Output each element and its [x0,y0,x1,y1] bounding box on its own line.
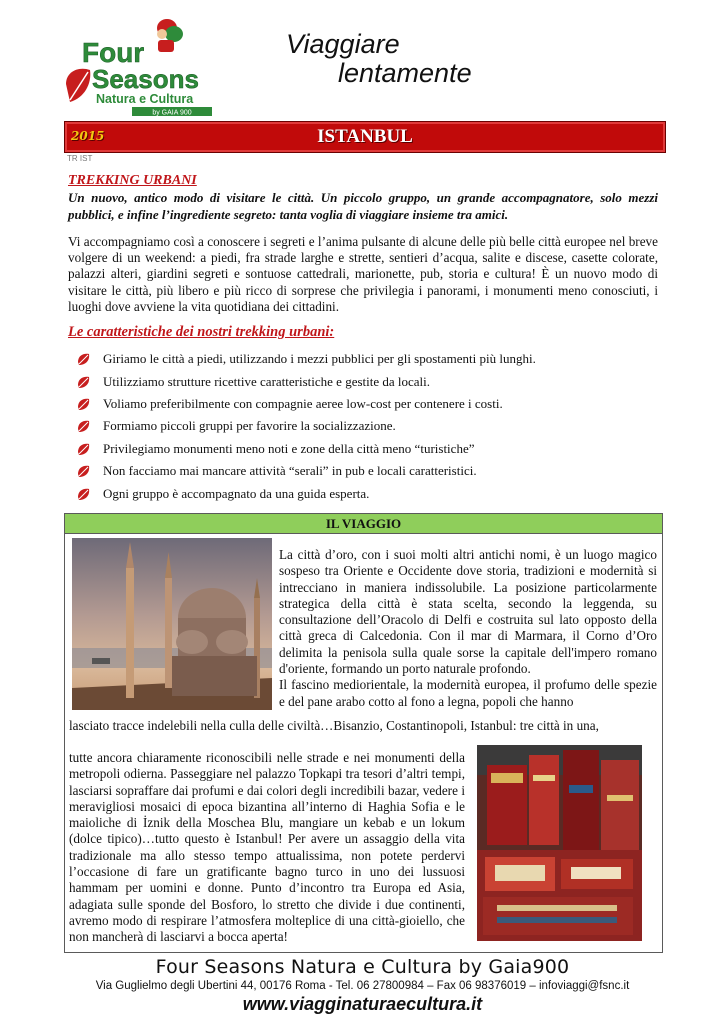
feature-text: Utilizziamo strutture ricettive caratteristiche e gestite da locali. [103,373,431,389]
leaf-bullet-icon [76,442,92,456]
leaf-bullet-icon [76,397,92,411]
feature-text: Privilegiamo monumenti meno noti e zone della città meno “turistiche” [103,440,475,456]
list-item [76,370,666,392]
viaggio-paragraph-2: Il fascino mediorientale, la modernità europea, il profumo delle spezie e del pane arabo cotto al fono a legna, popoli che hanno [279,677,657,709]
footer-address: Via Guglielmo degli Ubertini 44, 00176 Roma - Tel. 06 27800984 – Fax 06 98376019 – infoviaggi@fsnc.it [95,980,630,992]
tagline [286,30,536,88]
mosque-photo [72,538,272,710]
tagline-line2: lentamente [338,58,472,88]
features-list [76,348,666,505]
list-item [76,415,666,437]
footer-website-link[interactable]: www.viagginaturaecultura.it [242,994,483,1014]
viaggio-heading: IL VIAGGIO [65,514,662,534]
leaf-bullet-icon [76,352,92,366]
leaf-icon [66,69,90,102]
viaggio-text-upper [279,547,657,710]
trekking-paragraph: Vi accompagniamo così a conoscere i segreti e l’anima pulsante di alcune delle più belle città europee nel breve volgere di un weekend: a piedi, fra strade larghe e strette, sentieri d’acqua, salite e discese, casette colorate, palazzi alteri, giardini segreti e sontuose cattedrali, marionette, pub, storia e cultura! È un nuovo modo di visitare le città, più libero e più ricco di sorprese che privilegia i panorami, i monumenti meno conosciuti, i luoghi dove avviene la vita quotidiana dei cittadini. [68,234,658,314]
trip-code: TR IST [67,154,93,163]
list-item [76,438,666,460]
leaf-bullet-icon [76,487,92,501]
list-item [76,460,666,482]
svg-text:Seasons: Seasons [92,64,199,94]
trekking-heading: TREKKING URBANI [68,173,197,188]
list-item [76,348,666,370]
svg-text:Natura e Cultura: Natura e Cultura [96,92,194,106]
trekking-subtitle: Un nuovo, antico modo di visitare le città. Un piccolo gruppo, un grande accompagnatore, solo mezzi pubblici, e infine l’ingrediente segreto: tanta voglia di viaggiare insieme tra amici. [68,190,658,222]
title-bar [64,121,666,153]
features-heading: Le caratteristiche dei nostri trekking urbani: [68,324,335,340]
leaf-bullet-icon [76,375,92,389]
tagline-line1: Viaggiare [286,29,400,59]
feature-text: Non facciamo mai mancare attività “serali” in pub e locali caratteristici. [103,463,477,479]
feature-text: Voliamo preferibilmente con compagnie aeree low-cost per contenere i costi. [103,395,503,411]
viaggio-text-lower: tutte ancora chiaramente riconoscibili nelle strade e nei monumenti della metropoli odierna. Passeggiare nel palazzo Topkapi tra tesori d’altri tempi, lasciarsi sopraffare dai profumi e dai colori degli incredibili bazar, vedere i meravigliosi mosaici di epoca bizantina all’interno di Haghia Sofia e le maioliche di İznik della Moschea Blu, mangiare un kebab e un lokum (dolce tipico)…tutto questo è Istanbul! Per avere un assaggio della vita tradizionale ma allo stesso tempo attualissima, non potete perdervi l’occasione di fare un gratificante bagno turco in uno dei lussuosi hammam per uomini e donne. Punto d’incontro tra Europa ed Asia, adagiata sulle sponde del Bosforo, lo stretto che divide i due continenti, avremo modo di respirare l’atmosfera molteplice di una città-gioiello, che non mancherà di lasciarvi a bocca aperta! [69,750,465,945]
list-item [76,393,666,415]
viaggio-text-wide: lasciato tracce indelebili nella culla delle civiltà…Bisanzio, Costantinopoli, Istanbul: tre città in una, [69,718,599,733]
leaf-bullet-icon [76,419,92,433]
mascot-icon [157,19,183,52]
bazaar-photo [477,745,642,941]
feature-text: Giriamo le città a piedi, utilizzando i mezzi pubblici per gli spostamenti più lunghi. [103,351,536,367]
four-seasons-logo [62,14,222,118]
feature-text: Ogni gruppo è accompagnato da una guida esperta. [103,485,370,501]
svg-text:by GAIA 900: by GAIA 900 [152,109,192,117]
page-title: ISTANBUL [317,126,413,147]
year-label: 2015 [71,129,105,143]
feature-text: Formiamo piccoli gruppi per favorire la socializzazione. [103,418,396,434]
footer-company: Four Seasons Natura e Cultura by Gaia900 [155,956,570,978]
svg-text:Four: Four [82,37,145,68]
viaggio-paragraph-1: La città d’oro, con i suoi molti altri antichi nomi, è un luogo magico sospeso tra Oriente e Occidente dove storia, tradizioni e modernità si intrecciano in maniera indissolubile. La posizione particolarmente strategica della città è stata scelta, secondo la leggenda, su consultazione dell’Oracolo di Delfi e costruita sul lato opposto della città greca di Calcedonia. Con il mar di Marmara, il Corno d’Oro delimita la penisola sulla quale sorse la capitale dell'impero romano d'oriente, formando un porto naturale profondo. [279,547,657,677]
list-item [76,482,666,504]
leaf-bullet-icon [76,464,92,478]
